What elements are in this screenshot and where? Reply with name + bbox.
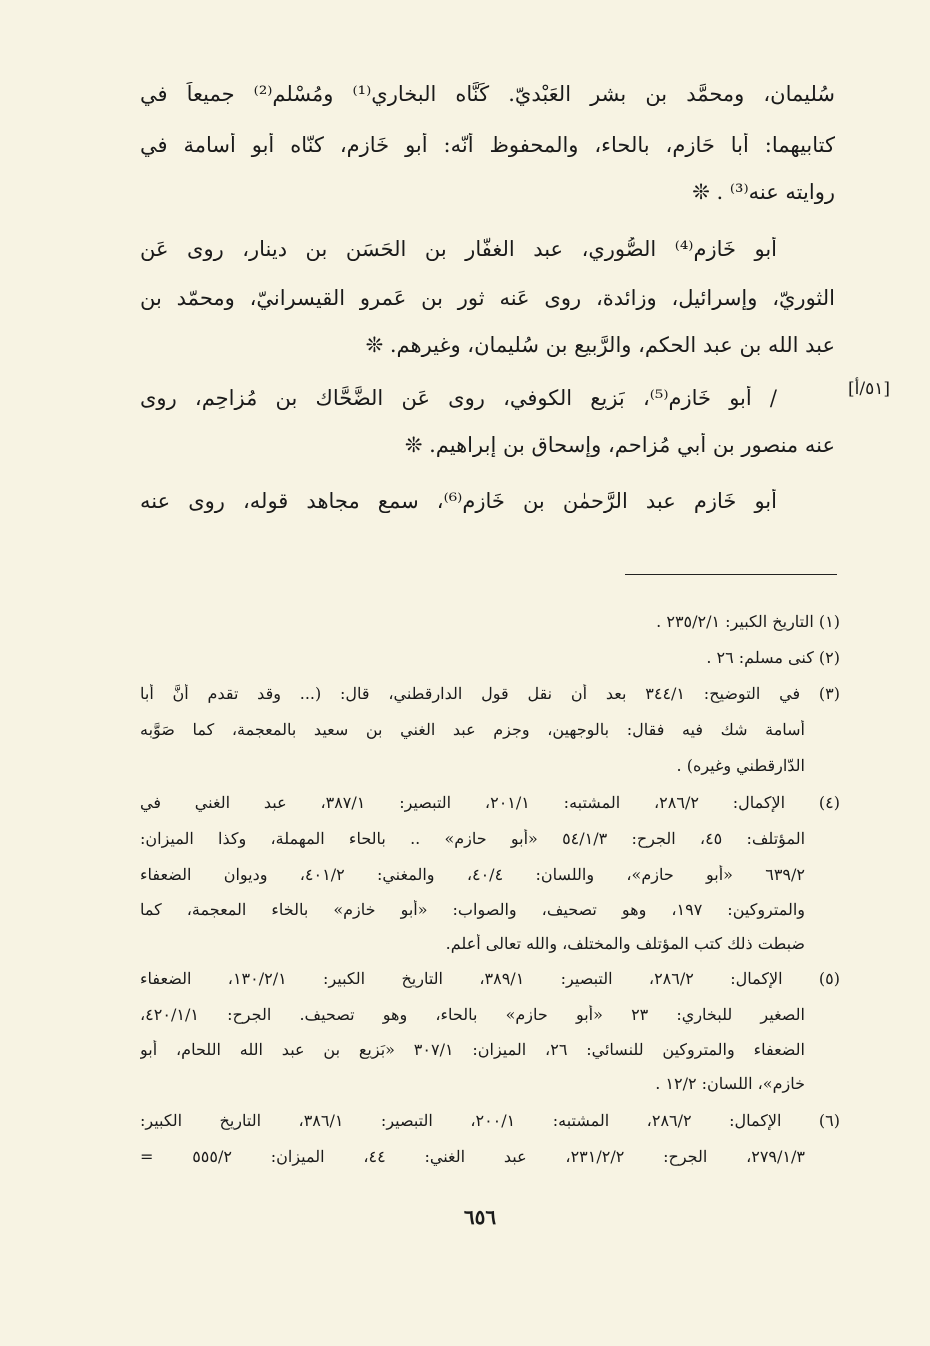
footnote-line: أسامة شك فيه فقال: بالوجهين، وجزم عبد الغني بن سعيد بالمعجمة، كما صَوَّبه bbox=[140, 720, 805, 739]
main-line: كتابيهما: أبا حَازِم، بالحاء، والمحفوظ أنّه: أبو خَازِم، كنّاه أبو أسامة في bbox=[140, 133, 835, 157]
footnote-line: ٢٧٩/١/٣، الجرح: ٢٣١/٢/٢، عبد الغني: ٤٤، الميزان: ٥٥٥/٢ = bbox=[140, 1147, 805, 1166]
main-line: سُليمان، ومحمَّد بن بشر العَبْديّ. كَنَّاه البخاري⁽¹⁾ ومُسْلم⁽²⁾ جميعاً في bbox=[140, 82, 835, 106]
footnote-line: الضعفاء والمتروكين للنسائي: ٢٦، الميزان: ٣٠٧/١ «بَزيع بن عبد الله اللحام، أبو bbox=[140, 1040, 805, 1059]
footnote-line: المؤتلف: ٤٥، الجرح: ٥٤/١/٣ «أبو حازم» .. بالحاء المهملة، وكذا الميزان: bbox=[140, 829, 805, 848]
footnote-line: (٦) الإكمال: ٢٨٦/٢، المشتبه: ٢٠٠/١، التبصير: ٣٨٦/١، التاريخ الكبير: bbox=[140, 1111, 840, 1130]
footnote-line: والمتروكين: ١٩٧، وهو تصحيف، والصواب: «أبو خازم» بالخاء المعجمة، كما bbox=[140, 900, 805, 919]
footnote-line: الدّارقطني وغيره) . bbox=[676, 756, 805, 775]
main-line: الثوريّ، وإسرائيل، وزائدة، روى عَنه ثور بن عَمرو القيسرانيّ، ومحمّد بن bbox=[140, 286, 835, 310]
main-line: عبد الله بن عبد الحكم، والرَّبيع بن سُليمان، وغيرهم. ❊ bbox=[365, 333, 835, 357]
page-number: ٦٥٦ bbox=[463, 1205, 497, 1229]
footnote-line: (٢) كنى مسلم: ٢٦ . bbox=[706, 648, 840, 667]
main-line: أبو خَازِم⁽⁴⁾ الصُّوري، عبد الغفّار بن الحَسَن بن دينار، روى عَن bbox=[140, 237, 777, 261]
footnote-line: الصغير للبخاري: ٢٣ «أبو حازم» بالحاء، وهو تصحيف. الجرح: ٤٢٠/١/١، bbox=[140, 1005, 805, 1024]
folio-margin-note: [٥١/أ] bbox=[848, 379, 890, 399]
main-line: عنه منصور بن أبي مُزاحم، وإسحاق بن إبراهيم. ❊ bbox=[404, 433, 835, 457]
footnote-line: (٤) الإكمال: ٢٨٦/٢، المشتبه: ٢٠١/١، التبصير: ٣٨٧/١، عبد الغني في bbox=[140, 793, 840, 812]
main-line: روايته عنه⁽³⁾ . ❊ bbox=[692, 180, 835, 204]
footnote-line: (١) التاريخ الكبير: ٢٣٥/٢/١ . bbox=[656, 612, 840, 631]
main-line: أبو خَازِم عبد الرَّحمٰن بن خَازِم⁽⁶⁾، سمع مجاهد قوله، روى عنه bbox=[140, 489, 777, 513]
footnote-line: خازم»، اللسان: ١٢/٢ . bbox=[655, 1074, 805, 1093]
footnote-line: ٦٣٩/٢ «أبو حازم»، واللسان: ٤٠/٤، والمغني: ٤٠١/٢، وديوان الضعفاء bbox=[140, 865, 805, 884]
footnote-line: ضبطت ذلك كتب المؤتلف والمختلف، والله تعالى أعلم. bbox=[445, 934, 805, 953]
footnote-line: (٥) الإكمال: ٢٨٦/٢، التبصير: ٣٨٩/١، التاريخ الكبير: ١٣٠/٢/١، الضعفاء bbox=[140, 969, 840, 988]
footnote-line: (٣) في التوضيح: ٣٤٤/١ بعد أن نقل قول الدارقطني، قال: (... وقد تقدم أنَّ أبا bbox=[140, 684, 840, 703]
main-line: / أبو خَازِم⁽⁵⁾، بَزِيع الكوفي، روى عَن الضَّحَّاك بن مُزاحِم، روى bbox=[140, 386, 777, 410]
footnotes bbox=[140, 0, 840, 1200]
